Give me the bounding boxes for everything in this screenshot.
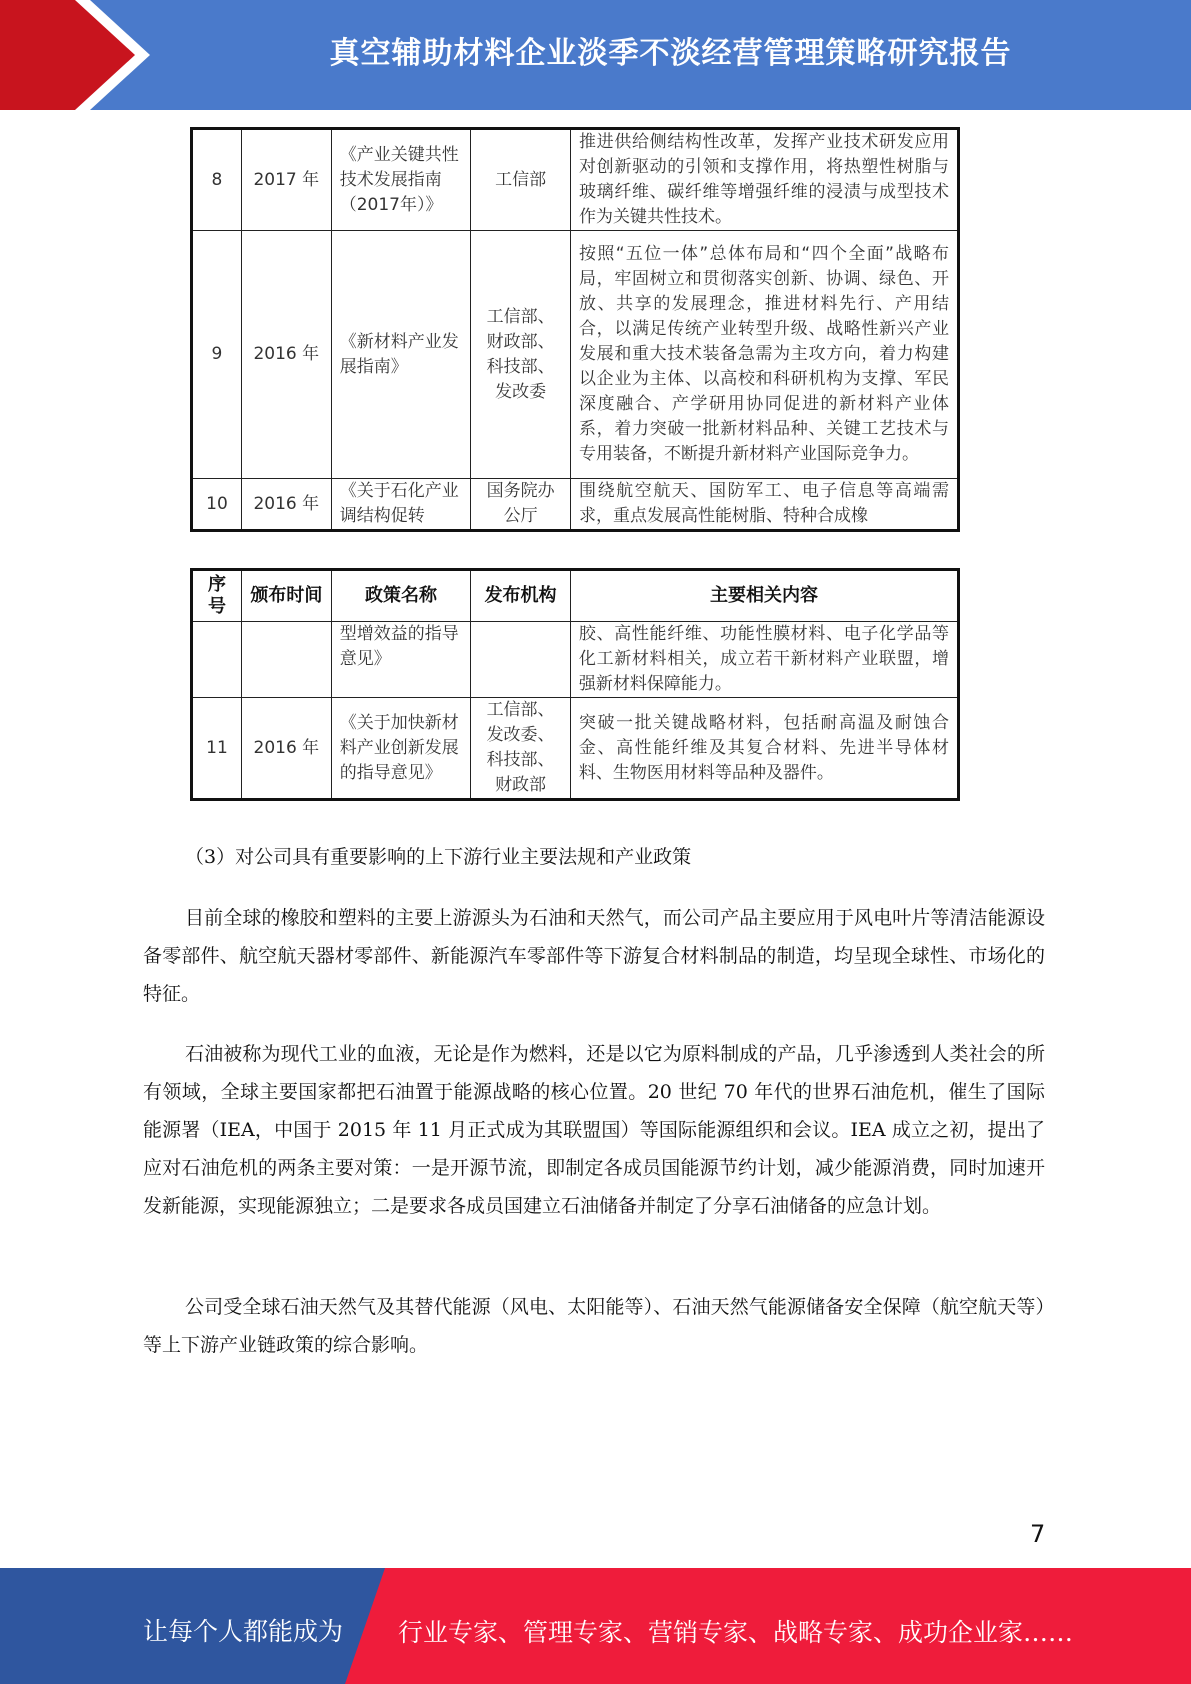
row-number: 8 (192, 129, 242, 231)
paragraph-policy-impact: 公司受全球石油天然气及其替代能源（风电、太阳能等）、石油天然气能源储备安全保障（航空航天等）等上下游产业链政策的综合影响。 (143, 1296, 1045, 1356)
row-number: 9 (192, 231, 242, 479)
row-number: 11 (192, 698, 242, 800)
page-number: 7 (1030, 1520, 1046, 1548)
section-heading: （3）对公司具有重要影响的上下游行业主要法规和产业政策 (185, 846, 692, 868)
row-institution: 国务院办公厅 (471, 479, 571, 531)
row-institution (471, 622, 571, 698)
row-year: 2016 年 (241, 698, 331, 800)
policy-table (190, 568, 960, 801)
page-header (0, 0, 1191, 110)
row-institution: 工信部 (471, 129, 571, 231)
row-policy-name: 《产业关键共性技术发展指南（2017年）》 (331, 129, 471, 231)
table-header-row (192, 570, 959, 622)
row-policy-name: 《新材料产业发展指南》 (331, 231, 471, 479)
row-content: 胶、高性能纤维、功能性膜材料、电子化学品等化工新材料相关，成立若干新材料产业联盟，增强新材料保障能力。 (570, 622, 958, 698)
header-content: 主要相关内容 (570, 570, 958, 622)
row-content: 突破一批关键战略材料，包括耐高温及耐蚀合金、高性能纤维及其复合材料、先进半导体材料、生物医用材料等品种及器件。 (570, 698, 958, 800)
row-year: 2016 年 (241, 231, 331, 479)
footer-slogan-left: 让每个人都能成为 (143, 1617, 344, 1646)
table-row (192, 129, 959, 231)
row-institution: 工信部、财政部、科技部、发改委 (471, 231, 571, 479)
row-institution: 工信部、发改委、科技部、财政部 (471, 698, 571, 800)
header-institution: 发布机构 (471, 570, 571, 622)
header-policy-name: 政策名称 (331, 570, 470, 622)
row-content: 围绕航空航天、国防军工、电子信息等高端需求，重点发展高性能树脂、特种合成橡 (571, 479, 959, 531)
table-row (192, 622, 959, 698)
row-year (241, 622, 331, 698)
row-content: 推进供给侧结构性改革，发挥产业技术研发应用对创新驱动的引领和支撑作用，将热塑性树脂与玻璃纤维、碳纤维等增强纤维的浸渍与成型技术作为关键共性技术。 (571, 129, 959, 231)
header-year: 颁布时间 (241, 570, 331, 622)
row-year: 2017 年 (241, 129, 331, 231)
row-policy-name: 型增效益的指导意见》 (331, 622, 470, 698)
footer-slogan-right: 行业专家、管理专家、营销专家、战略专家、成功企业家…… (398, 1618, 1074, 1647)
row-policy-name: 《关于加快新材料产业创新发展的指导意见》 (331, 698, 470, 800)
row-number (192, 622, 242, 698)
row-content: 按照“五位一体”总体布局和“四个全面”战略布局，牢固树立和贯彻落实创新、协调、绿色、开放、共享的发展理念，推进材料先行、产用结合，以满足传统产业转型升级、战略性新兴产业发展和重大技术装备急需为主攻方向，着力构建以企业为主体、以高校和科研机构为支撑、军民深度融合、产学研用协同促进的新材料产业体系，着力突破一批新材料品种、关键工艺技术与专用装备，不断提升新材料产业国际竞争力。 (571, 231, 959, 479)
row-number: 10 (192, 479, 242, 531)
paragraph-oil-history: 石油被称为现代工业的血液，无论是作为燃料，还是以它为原料制成的产品，几乎渗透到人类社会的所有领域，全球主要国家都把石油置于能源战略的核心位置。20 世纪 70 年代的世界石油危机，催生了国际能源署（IEA，中国于 2015 年 11 月正式成为其联盟国）等国际能源组织和会议。IEA 成立之初，提出了应对石油危机的两条主要对策：一是开源节流，即制定各成员国能源节约计划，减少能源消费，同时加速开发新能源，实现能源独立；二是要求各成员国建立石油储备并制定了分享石油储备的应急计划。 (143, 1043, 1045, 1217)
row-policy-name: 《关于石化产业调结构促转 (331, 479, 471, 531)
header-number: 序号 (192, 570, 242, 622)
header-title: 真空辅助材料企业淡季不淡经营管理策略研究报告 (329, 36, 1012, 71)
table-row (192, 479, 959, 531)
header-arrow-icon (0, 0, 150, 110)
table-row (192, 231, 959, 479)
policy-table-continued (190, 127, 960, 532)
table-row (192, 698, 959, 800)
row-year: 2016 年 (241, 479, 331, 531)
paragraph-upstream-sources: 目前全球的橡胶和塑料的主要上游源头为石油和天然气，而公司产品主要应用于风电叶片等清洁能源设备零部件、航空航天器材零部件、新能源汽车零部件等下游复合材料制品的制造，均呈现全球性、市场化的特征。 (143, 907, 1045, 1005)
